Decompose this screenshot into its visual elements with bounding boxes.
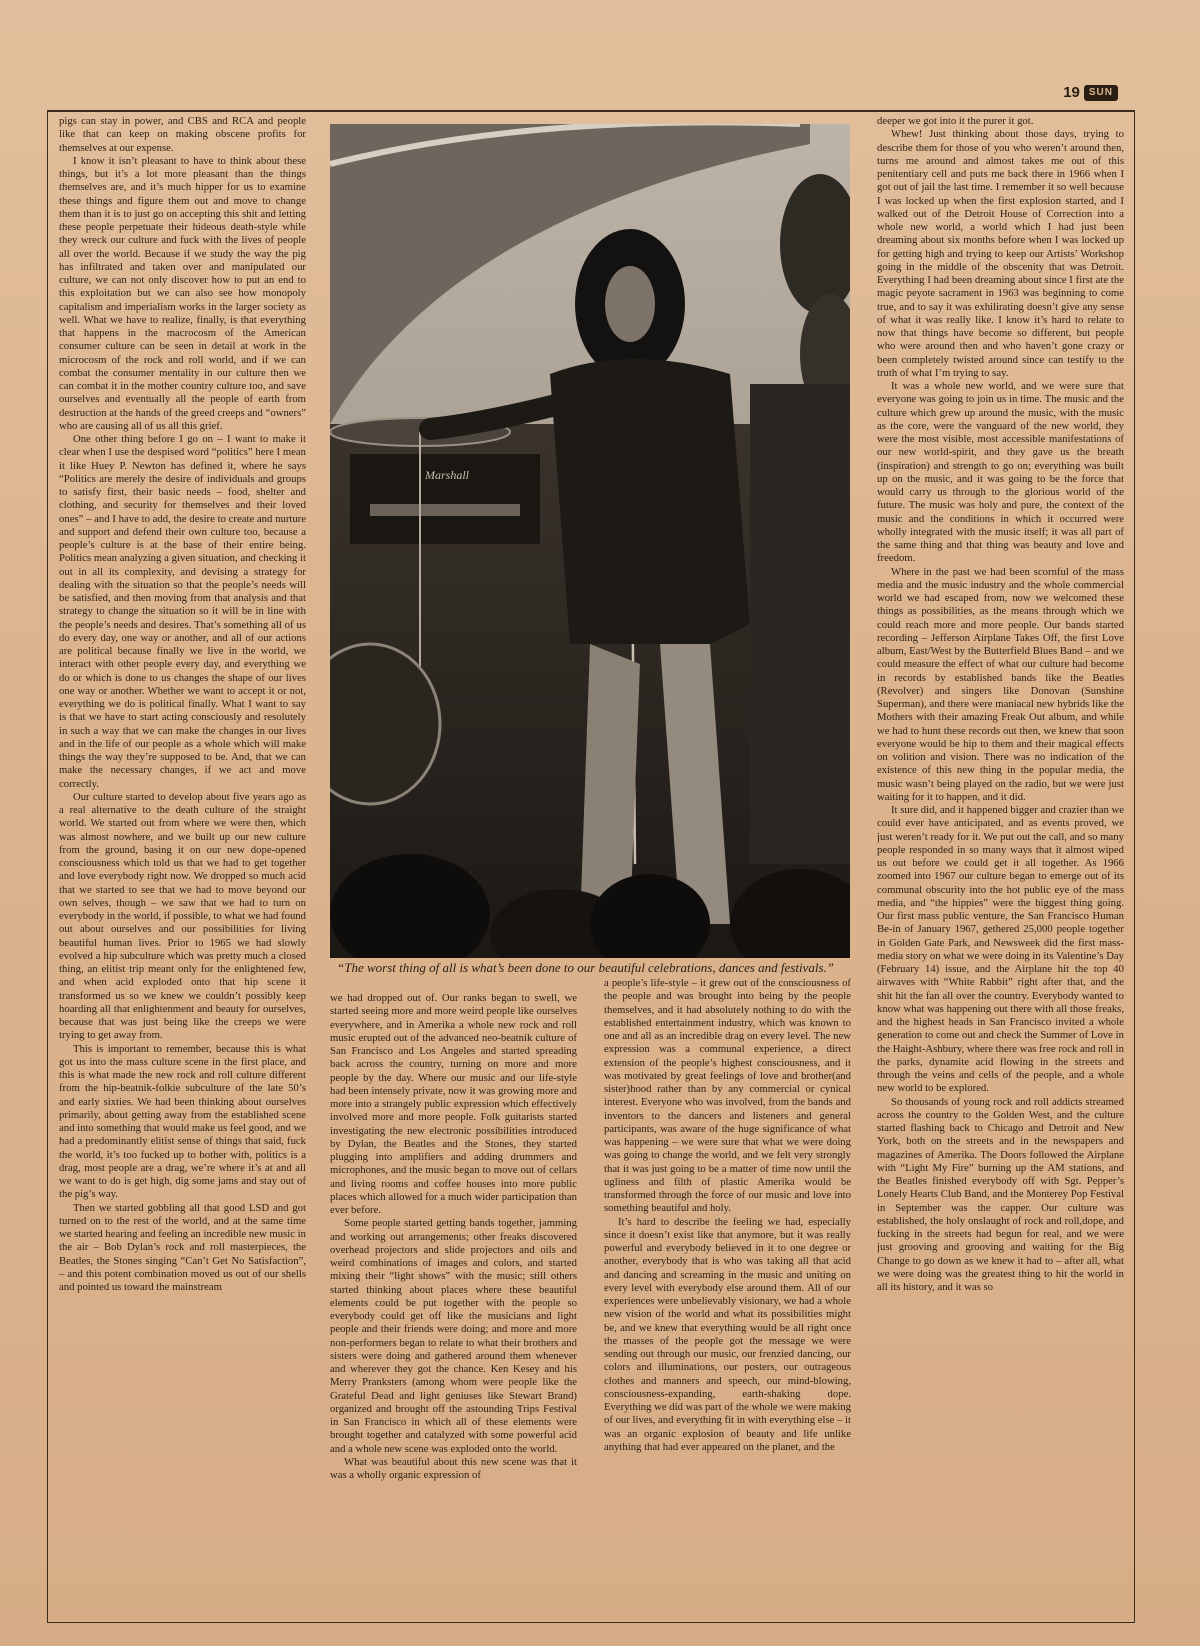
paragraph: we had dropped out of. Our ranks began to swell, we started seeing more and more weird people like ourselves everywhere, and in Amerika a whole new rock and roll music erupted out of the advanced neo-beatnik culture of San Francisco and Los Angeles and started spreading back across the country, turning on more and more people by the day. Where our music and our life-style had been intensely private, now it was growing more and more into a strangely public expression which effectively involved more and more people. Folk guitarists started investigating the new electronic possibilities introduced by Dylan, the Beatles and the Stones, they started plugging into amplifiers and adding drummers and microphones, and the music began to move out of cellars and living rooms and coffee houses into more public places which allowed for a much wider participation than ever before. [330,992,577,1216]
paragraph: What was beautiful about this new scene was that it was a wholly organic expression of [330,1455,577,1481]
page-number: 19 [1063,84,1080,101]
paragraph: This is important to remember, because this is what got us into the mass culture scene in the first place, and this is what made the new rock and roll culture different from the hip-beatnik-folkie subculture of the late 50’s and early sixties. We had been thinking about ourselves primarily, about getting away from the established scene and into something that would make us feel good, and we had a predominantly elitist sense of things that said, fuck the world, it’s too fucked up to bother with, politics is a drag, most people are a drag, we’re where it’s at and all we want to do is get high, dig some jams and stay out of the pig’s way. [59,1042,306,1201]
sun-logo: SUN [1084,85,1118,101]
page-header [1063,84,1118,101]
paragraph: deeper we got into it the purer it got. [877,115,1034,127]
paragraph: It sure did, and it happened bigger and crazier than we could ever have anticipated, and as events proved, we just weren’t ready for it. We put out the call, and so many people responded in so many ways that it almost wiped us out before we could get it all together. As 1966 zoomed into 1967 our culture began to emerge out of its communal obscurity into the hot public eye of the mass media, and “the hippies” were the biggest thing going. Our first mass public venture, the San Francisco Human Be-in of January 1967, gethered 25,000 people together in Golden Gate Park, and Newsweek did the first mass-media story on what we were doing in its Valentine’s Day (February 14) issue, and the Airplane hit the top 40 airwaves with “White Rabbit” right after that, and the shit hit the fan all over the country. Everybody wanted to know what was happening out there with all those freaks, and the highest heads in San Francisco invited a whole generation to come out and check the Summer of Love in the Haight-Ashbury, where there was free rock and roll in the parks, dynamite acid flowing in the streets and through the veins and cells of the people, and a whole new world to be explored. [877,804,1124,1095]
paragraph: It was a whole new world, and we were sure that everyone was going to join us in time. The music and the culture which grew up around the music, with the music as the core, were the vanguard of the new world, they were the most visible, most accessible manifestations of our new world-spirit, and they gave us the breath (inspiration) and strength to go on; everything was built up on the music, and it was going to be the force that would carry us through to the glorious world of the future. The music was holy and pure, the context of the music and the conditions in which it occurred were wholly integrated with the music itself; it was all part of the same thing and that thing was beauty and love and freedom. [877,380,1124,565]
paragraph: So thousands of young rock and roll addicts streamed across the country to the Golden West, and the culture started flashing back to Chicago and Detroit and New York, both on the streets and in the newspapers and magazines of Amerika. The Doors followed the Airplane with “Light My Fire” burning up the AM stations, and the Beatles finished everybody off with Sgt. Pepper’s Lonely Hearts Club Band, and the Monterey Pop Festival in September was the capper. Our culture was established, the holy onslaught of rock and roll,dope, and fucking in the streets had begun for real, and we were just grooving and grooving and waiting for the Big Change to go down as we knew it had to – after all, what we were doing was the greatest thing to hit the world in all its history, and it was so [877,1095,1124,1293]
concert-photo [330,124,850,958]
paragraph: Our culture started to develop about five years ago as a real alternative to the death culture of the straight world. We started out from where we were then, which was almost nowhere, and we built up our new culture from the ground, basing it on our new dope-opened consciousness which told us that we had to get together and love everybody right now. We dropped so much acid that we started to see that we had to move beyond our own selves, though – we saw that we had to turn on everybody in the world, if possible, to what we had found out about ourselves and our possibilities for living beautiful human lives. Prior to 1965 we had slowly evolved a hip subculture which was pretty much a closed thing, an elitist trip meant only for the enlightened few, and when acid exploded onto that hip scene it transformed us so we knew we couldn’t possibly keep hoarding all that enlightenment and beauty for ourselves, because that was just being like the creeps we were trying to get away from. [59,790,306,1042]
paragraph: I know it isn’t pleasant to have to think about these things, but it’s a lot more pleasant than the things themselves are, and it’s much hipper for us to examine these things and figure them out and move to change them than it is to just go on accepting this shit and letting these people perpetuate their hideous death-style while they wreck our culture and fuck with the lives of people all over the world. Because if we study the way the pig has infiltrated and taken over and manipulated our culture, we can not only discover how to put an end to this exploitation but we can also see how monopoly capitalism and imperialism works in the larger society as well. What we have to realize, finally, is that everything that happens in the macrocosm of the American consumer culture can be seen in detail at work in the microcosm of the rock and roll world, and if we can combat the consumer mentality in our culture then we can combat it in the mother country culture too, and save ourselves and eventually all the people of earth from destruction at the hands of the greed creeps and “owners” who are causing all of us all this grief. [59,154,306,432]
article-column-2 [330,992,577,1614]
paragraph: Where in the past we had been scornful of the mass media and the music industry and the whole commercial world we had escaped from, now we welcomed these things as possibilities, as the means through which we could reach more and more people. Our bands started recording – Jefferson Airplane Takes Off, the first Love album, East/West by the Butterfield Blues Band – and we could measure the effect of what our culture had become in records by established bands like the Beatles (Revolver) and singers like Donovan (Sunshine Superman), and there were maniacal new hybrids like the Mothers with their amazing Freak Out album, and while we had to hunt these records out then, we knew that soon everyone would be hip to them and their magical effects on volition and vision. There was no indication of the existence of this new thing in the popular media, the music wasn’t being played on the radio, but we were just waiting for it to happen, and it did. [877,565,1124,803]
amp-brand: Marshall [425,468,470,482]
performer-photo-illustration [330,124,850,958]
paragraph: One other thing before I go on – I want to make it clear when I use the despised word “politics” here I mean it like Huey P. Newton has defined it, where he says “Politics are merely the desire of individuals and groups to satisfy first, their basic needs – food, shelter and clothing, and security for themselves and their loved ones” – and I have to add, the desire to create and nurture and support and defend their own culture too, because a people’s culture is at the base of their entire being. Politics mean analyzing a given situation, and checking it out in all its complexity, and devising a strategy for dealing with the situation so that the people’s needs will be satisfied, and then moving from that analysis and that strategy to change the situation so it will be in line with the people’s needs and desires. That’s something all of us do every day, one way or another, and all of our actions are political because finally we live in the world, we interact with other people every day, and everything we do or which is done to us changes the shape of our lives one way or another. Whether we want to accept it or not, everything we do is political finally. What I want to say is that we have to start acting consciously and resolutely in such a way that we can make the changes in our lives and in the life of our people as a whole which will make things the way they’re supposed to be. And, that we can make the necessary changes, if we act and move correctly. [59,433,306,790]
paragraph: Then we started gobbling all that good LSD and got turned on to the rest of the world, and at the same time we started hearing and feeling an incredible new music in the air – Bob Dylan’s rock and roll masterpieces, the Beatles, the Stones singing “Can’t Get No Satisfaction”, – and this potent combination moved us out of our shells and pointed us toward the mainstream [59,1201,306,1293]
paragraph: Whew! Just thinking about those days, trying to describe them for those of you who weren’t around then, turns me around and almost takes me out of this penitentiary cell and puts me back there in 1966 when I got out of jail the last time. I remember it so well because I was locked up when the first explosion started, and I walked out of the Detroit House of Correction into a whole new world, a world which I had just been dreaming about six months before when I was locked up for getting high and trying to keep our Artists’ Workshop going in the middle of the obscenity that was Detroit. Everything I had been dreaming about since I first ate the magic peyote sacrament in 1963 was beginning to come true, and to say it was exhilirating doesn’t give any sense of what it was really like. I know it’s hard to relate to now that things have become so different, but people who were around then and who haven’t gone crazy or been completely twisted around since can testify to the truth of what I’m trying to say. [877,128,1124,379]
article-column-4 [877,115,1124,1615]
article-column-1 [59,115,306,1615]
paragraph: Some people started getting bands together, jamming and working out arrangements; other freaks discovered overhead projectors and slide projectors and oils and weird combinations of images and colors, and started mixing their “light shows” with the music; still others started thinking about places where these beautiful elements could be put together with the people so everybody could get off like the musicians and light people and their friends were doing; and more and more non-performers began to relate to what their brothers and sisters were doing and gathered around them whenever and wherever they got the chance. Ken Kesey and his Merry Pranksters (among whom were people like the Grateful Dead and light geniuses like Stewart Brand) organized and brought off the astounding Trips Festival in San Francisco in which all of these elements were brought together and catalyzed with some powerful acid and a whole new scene was exploded onto the world. [330,1217,577,1455]
article-column-3 [604,977,851,1614]
paragraph: a people’s life-style – it grew out of the consciousness of the people and was brought into being by the people themselves, and it had absolutely nothing to do with the established entertainment industry, which was known to one and all as an incredible drag on every level. The new expression was a communal experience, a direct extension of the people’s highest consciousness, and it was motivated by great feelings of love and brother(and sister)hood rather than by any commercial or cynical interest. Everyone who was involved, from the bands and inventors to the dancers and listeners and general participants, was aware of the huge significance of what was happening – we were sure that what we were doing was going to change the world, and we felt very strongly that it was just going to be a matter of time now until the ugliness and filth of plastic Amerika would be transformed through the force of our music and love into something beautiful and holy. [604,977,851,1215]
photo-caption: “The worst thing of all is what’s been done to our beautiful celebrations, dances and festivals.” [337,960,835,975]
paragraph: pigs can stay in power, and CBS and RCA and people like that can keep on making obscene profits for themselves at our expense. [59,115,306,154]
paragraph: It’s hard to describe the feeling we had, especially since it doesn’t exist like that anymore, but it was really powerful and everybody believed in it to one degree or another, everybody that is who was taking all that acid and dancing and screaming in the music and uniting on every level with everybody else around them. All of our experiences were unbelievably visionary, we had a whole new vision of the world and what its possibilities might be, and we knew that everything would be all right once the masses of the people got the message we were sending out through our music, our frenzied dancing, our colors and illuminations, our posters, our outrageous clothes and manners and speech, our mind-blowing, consciousness-expanding, earth-shaking dope. Everything we did was part of the whole we were making of our lives, and everything fit in with everything else – it was an organic explosion of beauty and life unlike anything that had ever appeared on the planet, and the [604,1215,851,1453]
